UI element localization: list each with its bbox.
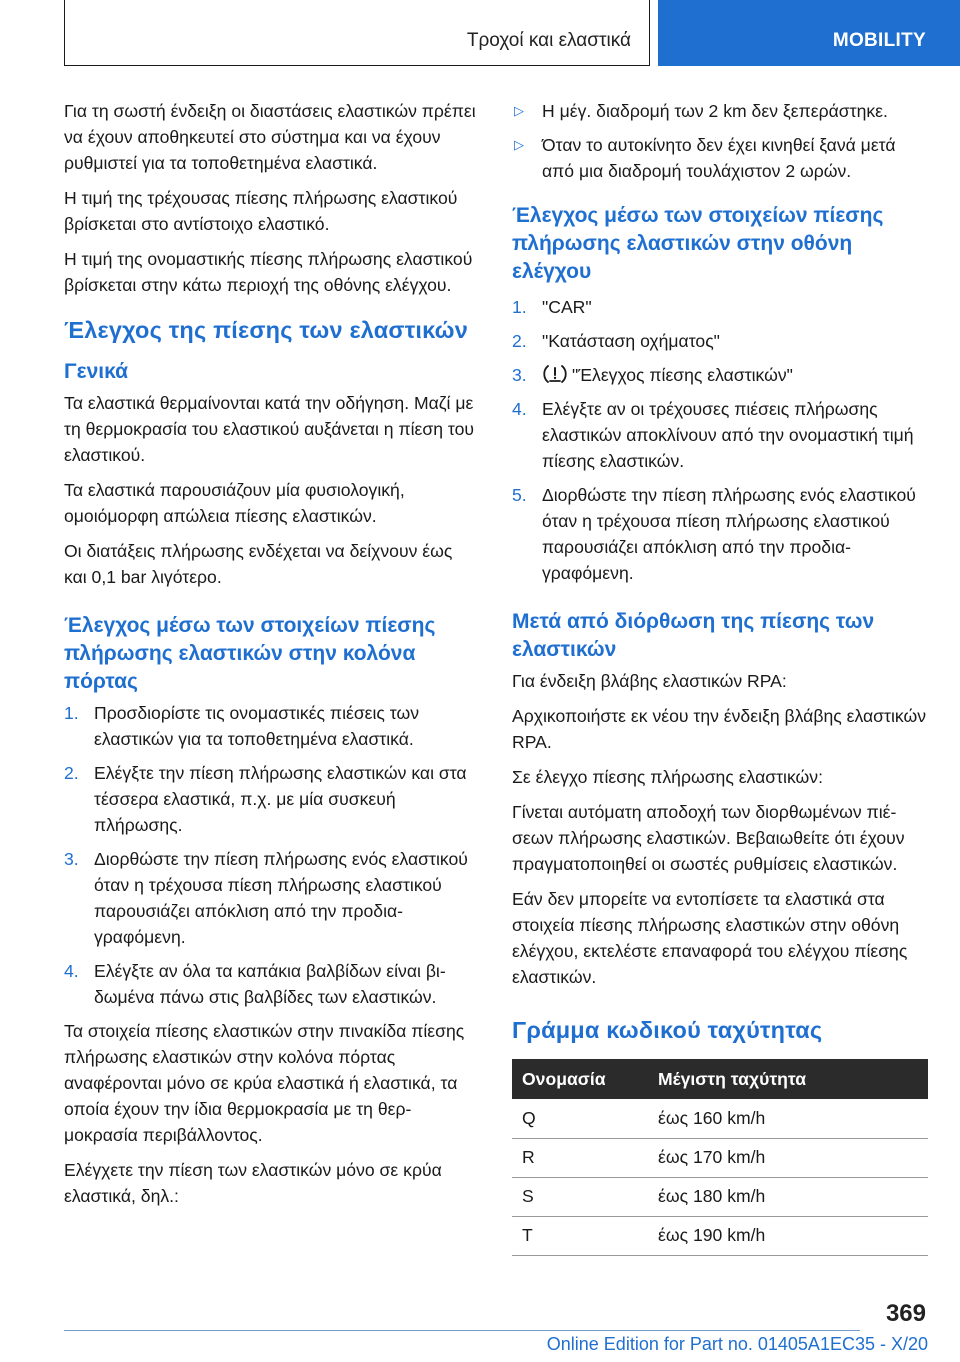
- step-number: 1.: [64, 703, 79, 723]
- step-number: 1.: [512, 297, 527, 317]
- step-number: 4.: [512, 399, 527, 419]
- page-header: [0, 0, 960, 66]
- list-item: [64, 846, 478, 950]
- table-row: [512, 1177, 928, 1216]
- general-paragraph: Οι διατάξεις πλήρωσης ενδέχεται να δείχνουν έως και 0,1 bar λιγότερο.: [64, 541, 453, 587]
- table-cell: έως 160 km/h: [648, 1099, 928, 1138]
- list-item: [64, 760, 478, 838]
- step-text: "Κατάσταση οχήματος": [542, 331, 720, 351]
- door-paragraph: Ελέγχετε την πίεση των ελαστικών μόνο σε κρύα ελαστικά, δηλ.:: [64, 1160, 442, 1206]
- list-item: [512, 132, 928, 184]
- heading-door-pillar: Έλεγχος μέσω των στοιχείων πίεσης πλήρωσης ελαστικών στην κολόνα πόρτας: [64, 614, 436, 693]
- list-item: [512, 396, 928, 474]
- table-header-row: [512, 1059, 928, 1099]
- step-text: Ελέγξτε αν οι τρέχουσες πιέσεις πλήρωσης ελαστικών αποκλίνουν από την ονομαστική τιμή πίεσης ελαστικών.: [542, 399, 914, 471]
- triangle-bullet-icon: ▷: [514, 137, 524, 152]
- condition-text: Όταν το αυτοκίνητο δεν έχει κινηθεί ξανά μετά από μια διαδρομή τουλάχιστον 2 ωρών.: [542, 135, 896, 181]
- general-paragraph: Τα ελαστικά παρουσιάζουν μία φυσιολογική, ομοιόμορφη απώλεια πίεσης ελαστικών.: [64, 480, 405, 526]
- heading-general: Γενικά: [64, 360, 129, 383]
- left-column: [64, 98, 478, 1218]
- table-row: [512, 1099, 928, 1138]
- general-paragraph: Τα ελαστικά θερμαίνονται κατά την οδήγηση. Μαζί με τη θερμοκρασία του ελαστικού αυξάνεται η πίεση του ελαστικού.: [64, 393, 474, 465]
- list-item: [512, 294, 928, 320]
- section-tab: [658, 0, 960, 66]
- step-number: 5.: [512, 485, 527, 505]
- table-cell: έως 170 km/h: [648, 1138, 928, 1177]
- table-row: [512, 1216, 928, 1255]
- step-number: 4.: [64, 961, 79, 981]
- table-cell: S: [512, 1177, 648, 1216]
- edition-footer: Online Edition for Part no. 01405A1EC35 - X/20: [546, 1334, 928, 1354]
- page-number: 369: [885, 1300, 926, 1327]
- list-item: [512, 362, 928, 388]
- door-steps-list: [64, 700, 478, 1010]
- condition-text: Η μέγ. διαδρομή των 2 km δεν ξεπεράστηκε.: [542, 101, 888, 121]
- step-number: 2.: [512, 331, 527, 351]
- step-text: Διορθώστε την πίεση πλήρωσης ενός ελαστικού όταν η τρέχουσα πίεση πλήρωσης ελαστικού παρουσιάζει απόκλιση από την προδιαγραφόμενη.: [94, 849, 468, 947]
- speed-rating-table: [512, 1059, 928, 1256]
- step-text: "CAR": [542, 297, 592, 317]
- list-item: [512, 328, 928, 354]
- table-cell: έως 190 km/h: [648, 1216, 928, 1255]
- table-row: [512, 1138, 928, 1177]
- step-text: Προσδιορίστε τις ονομαστικές πιέσεις των ελαστικών για τα τοποθετημένα ελαστικά.: [94, 703, 420, 749]
- after-paragraph: Αρχικοποιήστε εκ νέου την ένδειξη βλάβης ελαστικών RPA.: [512, 706, 927, 752]
- heading-after-correction: Μετά από διόρθωση της πίεσης των ελαστικών: [512, 610, 875, 661]
- list-item: [512, 98, 928, 124]
- step-text: Διορθώστε την πίεση πλήρωσης ενός ελαστικού όταν η τρέχουσα πίεση πλήρωσης ελαστικού παρουσιάζει απόκλιση από την προδιαγραφόμενη.: [542, 485, 916, 583]
- chapter-title: Τροχοί και ελαστικά: [466, 30, 631, 51]
- list-item: [512, 482, 928, 586]
- footer-divider: [64, 1330, 860, 1331]
- heading-speed-code: Γράμμα κωδικού ταχύτητας: [512, 1017, 823, 1043]
- list-item: [64, 958, 478, 1010]
- column-header: Μέγιστη ταχύτητα: [648, 1059, 928, 1099]
- step-text: Ελέγξτε την πίεση πλήρωσης ελαστικών και στα τέσσερα ελαστικά, π.χ. με μία συσκευή πλήρωσης.: [94, 763, 467, 835]
- door-paragraph: Τα στοιχεία πίεσης ελαστικών στην πινακίδα πίεσης πλήρωσης ελαστικών στην κολόνα πόρτας αναφέρονται μόνο σε κρύα ελαστικά ή ελαστικά, τα οποία έχουν την ίδια θερμοκρασία με τη θερμοκρασία περιβάλλοντος.: [64, 1021, 465, 1145]
- table-cell: Q: [512, 1099, 648, 1138]
- intro-paragraph: Η τιμή της τρέχουσας πίεσης πλήρωσης ελαστικού βρίσκεται στο αντίστοιχο ελαστικό.: [64, 188, 458, 234]
- screen-steps-list: [512, 294, 928, 586]
- step-text: Ελέγξτε αν όλα τα καπάκια βαλβίδων είναι βιδωμένα πάνω στις βαλβίδες των ελαστικών.: [94, 961, 446, 1007]
- cold-conditions-list: [512, 98, 928, 184]
- heading-control-display: Έλεγχος μέσω των στοιχείων πίεσης πλήρωσης ελαστικών στην οθόνη ελέγχου: [512, 204, 884, 283]
- table-cell: R: [512, 1138, 648, 1177]
- after-paragraph: Σε έλεγχο πίεσης πλήρωσης ελαστικών:: [512, 767, 823, 787]
- right-column: [512, 98, 928, 1256]
- after-paragraph: Για ένδειξη βλάβης ελαστικών RPA:: [512, 671, 787, 691]
- table-cell: έως 180 km/h: [648, 1177, 928, 1216]
- step-number: 3.: [64, 849, 79, 869]
- tire-pressure-warning-icon: [542, 364, 568, 384]
- section-title: MOBILITY: [832, 30, 926, 51]
- after-paragraph: Γίνεται αυτόματη αποδοχή των διορθωμένων πιέσεων πλήρωσης ελαστικών. Βεβαιωθείτε ότι έχουν πραγματοποιηθεί οι σωστές ρυθμίσεις ελαστικών.: [512, 802, 905, 874]
- step-text: "Έλεγχος πίεσης ελαστικών": [572, 365, 793, 385]
- after-paragraph: Εάν δεν μπορείτε να εντοπίσετε τα ελαστικά στα στοιχεία πίεσης πλήρωσης ελαστικών στην οθόνη ελέγχου, εκτελέστε επαναφορά του ελέγχου πίεσης ελαστικών.: [512, 889, 908, 987]
- column-header: Ονομασία: [512, 1059, 648, 1099]
- step-number: 3.: [512, 365, 527, 385]
- heading-check-pressure: Έλεγχος της πίεσης των ελαστικών: [64, 317, 468, 343]
- step-number: 2.: [64, 763, 79, 783]
- intro-paragraph: Για τη σωστή ένδειξη οι διαστάσεις ελαστικών πρέπει να έχουν αποθηκευτεί στο σύστημα και να έχουν ρυθμιστεί για τα τοποθετημένα ελαστικά.: [64, 101, 476, 173]
- list-item: [64, 700, 478, 752]
- chapter-tab: [64, 0, 650, 66]
- intro-paragraph: Η τιμή της ονομαστικής πίεσης πλήρωσης ελαστικού βρίσκεται στην κάτω περιοχή της οθόνης ελέγχου.: [64, 249, 473, 295]
- table-cell: T: [512, 1216, 648, 1255]
- triangle-bullet-icon: ▷: [514, 103, 524, 118]
